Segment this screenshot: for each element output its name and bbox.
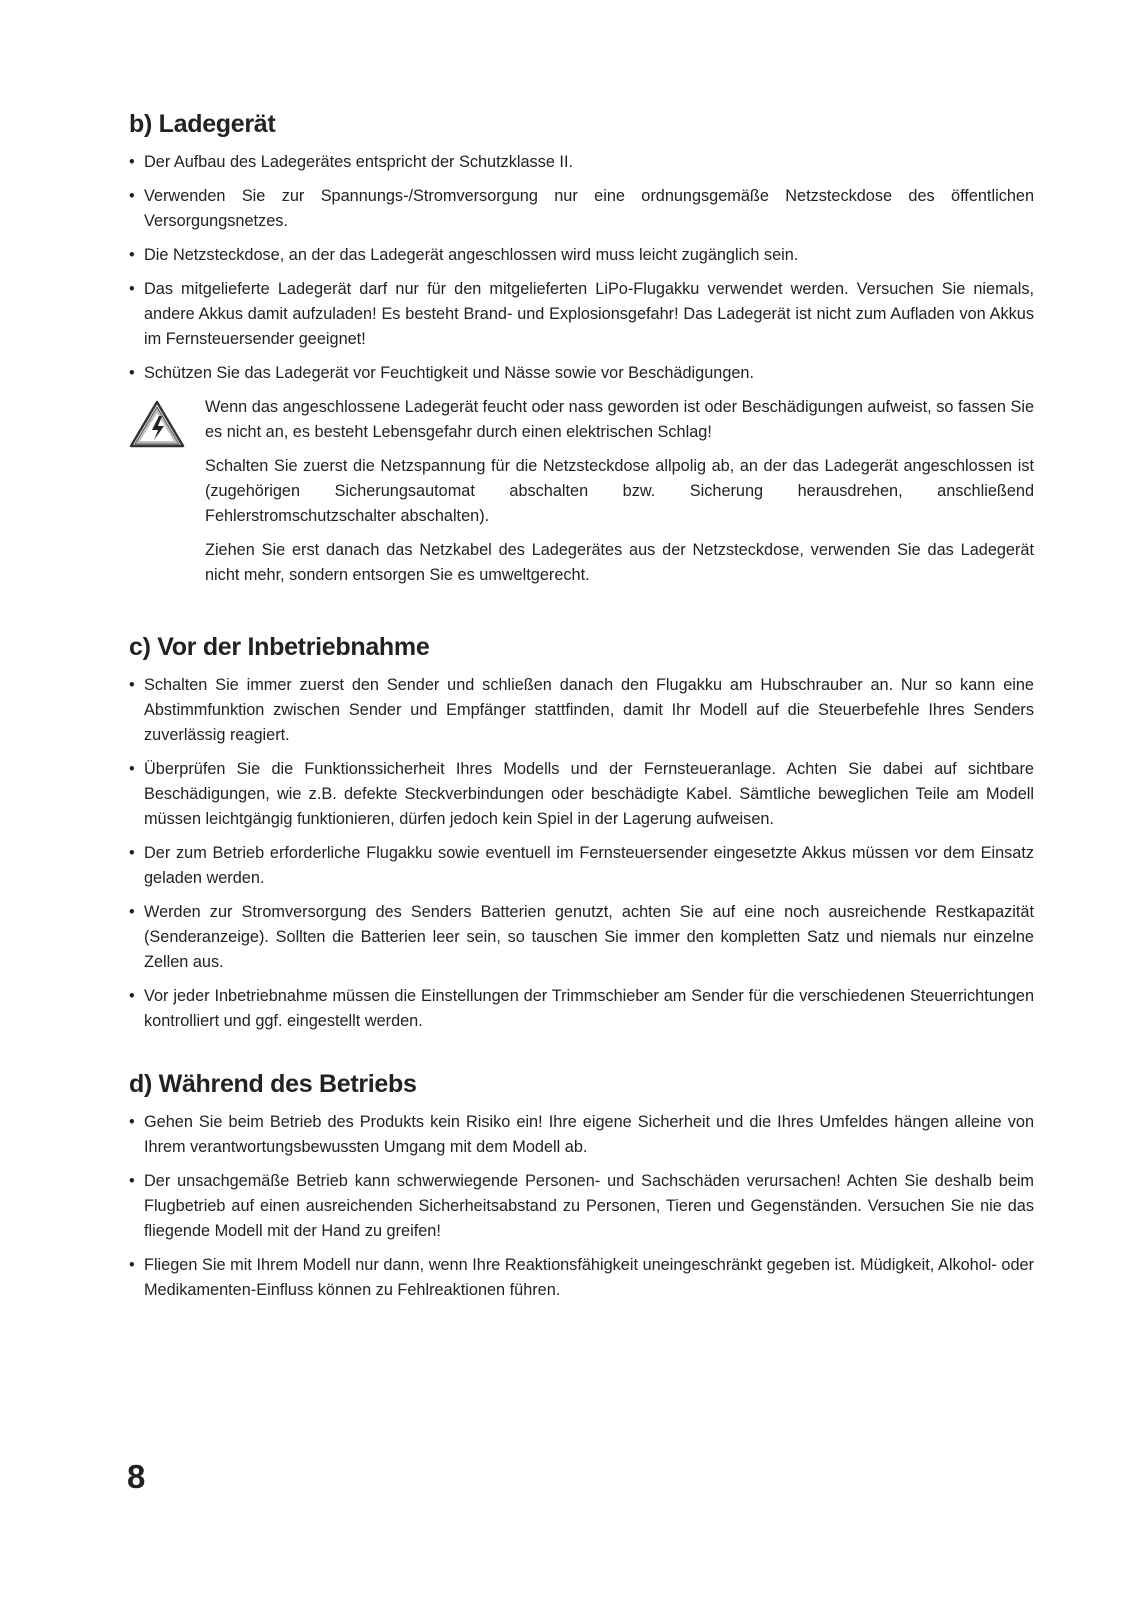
list-item: • Der zum Betrieb erforderliche Flugakku sowie eventuell im Fernsteuersender eingesetzte Akkus müssen vor dem Einsatz geladen werden. <box>129 841 1034 891</box>
list-item: • Verwenden Sie zur Spannungs-/Stromversorgung nur eine ordnungsgemäße Netzsteckdose des öffentlichen Versorgungsnetzes. <box>129 184 1034 234</box>
list-item: • Schützen Sie das Ladegerät vor Feuchtigkeit und Nässe sowie vor Beschädigungen. <box>129 361 1034 386</box>
bullet-list <box>129 673 1034 1034</box>
list-item: • Der unsachgemäße Betrieb kann schwerwiegende Personen- und Sachschäden verursachen! Achten Sie deshalb beim Flugbetrieb auf einen ausreichenden Sicherheitsabstand zu Personen, Tieren und Gegenständen. Versuchen Sie nie das fliegende Modell mit der Hand zu greifen! <box>129 1169 1034 1244</box>
section-ladegeraet <box>129 110 1034 597</box>
section-heading: b) Ladegerät <box>129 110 276 138</box>
bullet-list <box>129 150 1034 386</box>
list-item: • Fliegen Sie mit Ihrem Modell nur dann, wenn Ihre Reaktionsfähigkeit uneingeschränkt gegeben ist. Müdigkeit, Alkohol- oder Medikamenten-Einfluss können zu Fehlreaktionen führen. <box>129 1253 1034 1303</box>
list-item: • Gehen Sie beim Betrieb des Produkts kein Risiko ein! Ihre eigene Sicherheit und die Ihres Umfeldes hängen alleine von Ihrem verantwortungsbewussten Umgang mit dem Modell ab. <box>129 1110 1034 1160</box>
section-betrieb <box>129 1070 1034 1303</box>
section-heading: c) Vor der Inbetriebnahme <box>129 633 430 661</box>
warning-paragraph: Schalten Sie zuerst die Netzspannung für die Netzsteckdose allpolig ab, an der das Ladegerät angeschlossen ist (zugehörigen Sicherungsautomat abschalten bzw. Sicherung herausdrehen, anschließend Fehlerstromschutzschalter abschalten). <box>205 457 1034 525</box>
list-item: • Werden zur Stromversorgung des Senders Batterien genutzt, achten Sie auf eine noch ausreichende Restkapazität (Senderanzeige). Sollten die Batterien leer sein, so tauschen Sie immer den kompletten Satz und niemals nur einzelne Zellen aus. <box>129 900 1034 975</box>
page-number: 8 <box>127 1458 146 1495</box>
list-item: • Der Aufbau des Ladegerätes entspricht der Schutzklasse II. <box>129 150 1034 175</box>
section-inbetriebnahme <box>129 633 1034 1034</box>
warning-block <box>129 395 1034 597</box>
warning-paragraph: Wenn das angeschlossene Ladegerät feucht oder nass geworden ist oder Beschädigungen aufweist, so fassen Sie es nicht an, es besteht Lebensgefahr durch einen elektrischen Schlag! <box>205 398 1034 441</box>
electric-hazard-icon <box>129 395 205 597</box>
warning-paragraph: Ziehen Sie erst danach das Netzkabel des Ladegerätes aus der Netzsteckdose, verwenden Sie das Ladegerät nicht mehr, sondern entsorgen Sie es umweltgerecht. <box>205 541 1034 584</box>
warning-text <box>205 395 1034 597</box>
list-item: • Das mitgelieferte Ladegerät darf nur für den mitgelieferten LiPo-Flugakku verwendet werden. Versuchen Sie niemals, andere Akkus damit aufzuladen! Es besteht Brand- und Explosionsgefahr! Das Ladegerät ist nicht zum Aufladen von Akkus im Fernsteuersender geeignet! <box>129 277 1034 352</box>
list-item: • Überprüfen Sie die Funktionssicherheit Ihres Modells und der Fernsteueranlage. Achten Sie dabei auf sichtbare Beschädigungen, wie z.B. defekte Steckverbindungen oder beschädigte Kabel. Sämtliche beweglichen Teile am Modell müssen leichtgängig funktionieren, dürfen jedoch kein Spiel in der Lagerung aufweisen. <box>129 757 1034 832</box>
list-item: • Vor jeder Inbetriebnahme müssen die Einstellungen der Trimmschieber am Sender für die verschiedenen Steuerrichtungen kontrolliert und ggf. eingestellt werden. <box>129 984 1034 1034</box>
list-item: • Die Netzsteckdose, an der das Ladegerät angeschlossen wird muss leicht zugänglich sein. <box>129 243 1034 268</box>
section-heading: d) Während des Betriebs <box>129 1070 417 1098</box>
page-content <box>129 110 1034 1312</box>
bullet-list <box>129 1110 1034 1303</box>
list-item: • Schalten Sie immer zuerst den Sender und schließen danach den Flugakku am Hubschrauber an. Nur so kann eine Abstimmfunktion zwischen Sender und Empfänger stattfinden, damit Ihr Modell auf die Steuerbefehle Ihres Senders zuverlässig reagiert. <box>129 673 1034 748</box>
